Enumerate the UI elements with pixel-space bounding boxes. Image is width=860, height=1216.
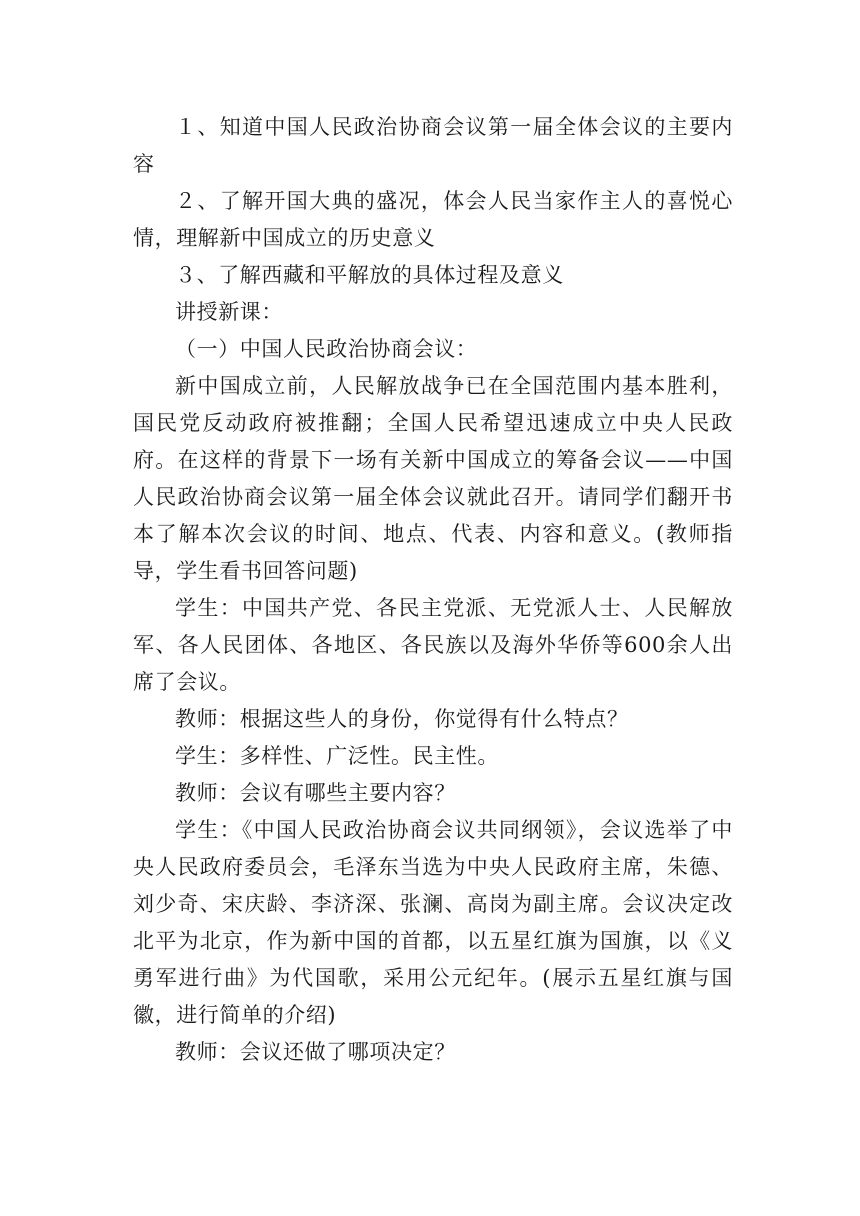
objective-3: ３、了解西藏和平解放的具体过程及意义	[175, 263, 564, 287]
teacher-question-decision: 教师：会议还做了哪项决定？	[175, 1040, 456, 1064]
teacher-question-characteristics: 教师：根据这些人的身份，你觉得有什么特点？	[175, 707, 629, 731]
student-answer-characteristics: 学生：多样性、广泛性。民主性。	[175, 744, 499, 768]
section-heading-new-lesson: 讲授新课：	[175, 300, 283, 324]
teacher-question-content: 教师：会议有哪些主要内容？	[175, 781, 456, 805]
student-answer-content: 学生：《中国人民政治协商会议共同纲领》，会议选举了中央人民政府委员会，毛泽东当选为中央人民政府主席，朱德、刘少奇、宋庆龄、李济深、张澜、高岗为副主席。会议决定改北平为北京，作为新中国的首都，以五星红旗为国旗，以《义勇军进行曲》为代国歌，采用公元纪年。(展示五星红旗与国徽，进行简单的介绍)	[133, 818, 733, 1027]
student-answer-attendees: 学生：中国共产党、各民主党派、无党派人士、人民解放军、各人民团体、各地区、各民族以及海外华侨等600余人出席了会议。	[133, 596, 733, 694]
document-body	[133, 109, 733, 1071]
objective-2: ２、了解开国大典的盛况，体会人民当家作主人的喜悦心情，理解新中国成立的历史意义	[133, 189, 733, 250]
objective-1: １、知道中国人民政治协商会议第一届全体会议的主要内容	[133, 115, 733, 176]
subsection-heading-cppcc: （一）中国人民政治协商会议：	[175, 337, 478, 361]
background-paragraph: 新中国成立前，人民解放战争已在全国范围内基本胜利，国民党反动政府被推翻；全国人民希望迅速成立中央人民政府。在这样的背景下一场有关新中国成立的筹备会议——中国人民政治协商会议第一届全体会议就此召开。请同学们翻开书本了解本次会议的时间、地点、代表、内容和意义。(教师指导，学生看书回答问题)	[133, 374, 733, 583]
